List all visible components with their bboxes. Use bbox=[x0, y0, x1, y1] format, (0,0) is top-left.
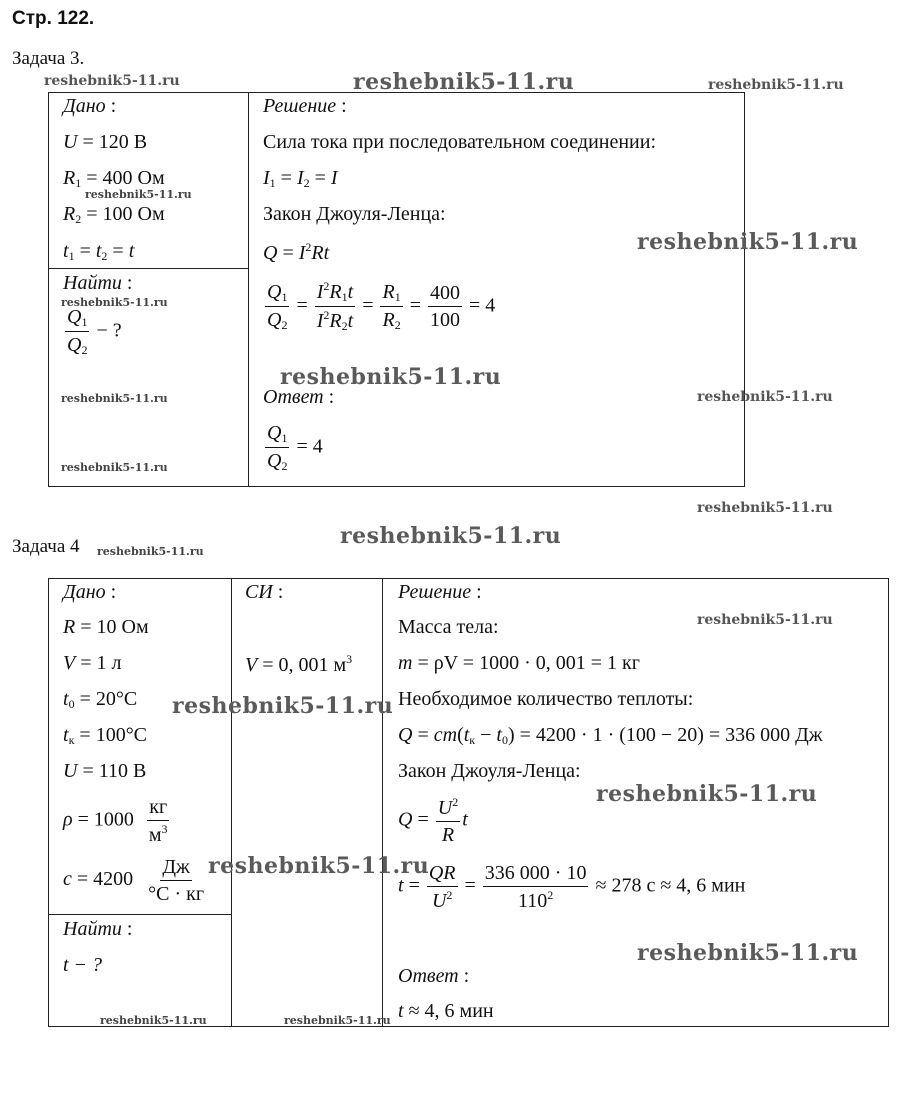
task4-time-eq: t = $\frac{QR}{U^2}$ = $\frac{336 000 \cdot 10}{110^2}$ ≈ 278 с ≈ 4, 6 мин bbox=[398, 862, 746, 912]
watermark: reshebnik5-11.ru bbox=[97, 545, 204, 558]
task4-law-eq: Q = $\frac{U^2}{R}$ t bbox=[398, 795, 468, 846]
task4-heat-text: Необходимое количество теплоты: bbox=[398, 688, 694, 710]
watermark: reshebnik5-11.ru bbox=[85, 188, 192, 201]
task4-given-c: c = 4200 $\frac{Дж}{^\circ C \cdot кг}$ bbox=[63, 856, 205, 905]
task3-title: Задача 3. bbox=[12, 48, 85, 69]
watermark: reshebnik5-11.ru bbox=[61, 392, 168, 405]
task3-given-find-divider bbox=[48, 268, 248, 269]
task3-answer-header: Ответ : bbox=[263, 386, 335, 408]
watermark: reshebnik5-11.ru bbox=[708, 77, 844, 93]
task3-law-eq: $Q = I^2Rt$ bbox=[263, 240, 330, 264]
watermark: reshebnik5-11.ru bbox=[697, 389, 833, 405]
task4-given-find-divider bbox=[48, 914, 231, 915]
task4-mass-text: Масса тела: bbox=[398, 616, 499, 638]
watermark: reshebnik5-11.ru bbox=[61, 461, 168, 474]
watermark: reshebnik5-11.ru bbox=[637, 229, 859, 255]
watermark: reshebnik5-11.ru bbox=[637, 940, 859, 966]
task4-si-header: СИ : bbox=[245, 581, 284, 603]
watermark: reshebnik5-11.ru bbox=[284, 1014, 391, 1027]
task4-given-U: U = 110 В bbox=[63, 760, 147, 782]
task4-solution-header: Решение : bbox=[398, 581, 482, 603]
watermark: reshebnik5-11.ru bbox=[697, 612, 833, 628]
task3-given-header: Дано : bbox=[63, 95, 117, 117]
watermark: reshebnik5-11.ru bbox=[100, 1014, 207, 1027]
task4-given-t0: $t_0 = 20^\circ C$ bbox=[63, 688, 138, 711]
watermark: reshebnik5-11.ru bbox=[172, 693, 394, 719]
task4-divider-2 bbox=[382, 578, 383, 1027]
task3-find-value: $\frac{Q_1}{Q_2}$ − ? bbox=[67, 306, 122, 358]
watermark: reshebnik5-11.ru bbox=[697, 500, 833, 516]
task3-given-U: U = 120 В bbox=[63, 131, 148, 153]
task3-given-t: $t_1 = t_2 = t$ bbox=[63, 240, 135, 263]
watermark: reshebnik5-11.ru bbox=[208, 853, 430, 879]
watermark: reshebnik5-11.ru bbox=[280, 364, 502, 390]
task3-given-R2: $R_2 = 100$ Ом bbox=[63, 203, 165, 226]
watermark: reshebnik5-11.ru bbox=[353, 69, 575, 95]
task4-given-rho: ρ = 1000 $\frac{кг}{м^3}$ bbox=[63, 796, 168, 846]
task4-given-V: V = 1 л bbox=[63, 652, 122, 674]
page-title: Стр. 122. bbox=[12, 8, 95, 29]
task4-find-value: t − ? bbox=[63, 954, 103, 976]
task4-answer: t ≈ 4, 6 мин bbox=[398, 1000, 494, 1022]
task4-law-text: Закон Джоуля-Ленца: bbox=[398, 760, 581, 782]
task3-current-text: Сила тока при последовательном соединении: bbox=[263, 131, 657, 153]
task4-si-V: V = 0, 001 $м^3$ bbox=[245, 652, 353, 676]
watermark: reshebnik5-11.ru bbox=[61, 296, 168, 309]
task3-law-text: Закон Джоуля-Ленца: bbox=[263, 203, 446, 225]
task4-heat-calc: $Q = cm(t_к - t_0) = 4200 \cdot 1 \cdot (100 - 20) = 336$ 000 Дж bbox=[398, 724, 823, 747]
watermark: reshebnik5-11.ru bbox=[340, 523, 562, 549]
task3-solution-header: Решение : bbox=[263, 95, 347, 117]
task4-given-tk: $t_к = 100^\circ C$ bbox=[63, 724, 148, 747]
task3-find-header: Найти : bbox=[63, 272, 133, 294]
task4-answer-header: Ответ : bbox=[398, 965, 470, 987]
task3-divider bbox=[248, 92, 249, 487]
task4-divider-1 bbox=[231, 578, 232, 1027]
task4-given-header: Дано : bbox=[63, 581, 117, 603]
task4-title: Задача 4 bbox=[12, 536, 80, 557]
watermark: reshebnik5-11.ru bbox=[596, 781, 818, 807]
watermark: reshebnik5-11.ru bbox=[44, 73, 180, 89]
task3-current-eq: $I_1 = I_2 = I$ bbox=[263, 167, 338, 190]
task4-mass-calc: m = ρV = 1000 · 0, 001 = 1 кг bbox=[398, 652, 640, 674]
task3-given-R1: $R_1 = 400$ Ом bbox=[63, 167, 165, 190]
task3-ratio-eq: $\frac{Q_1}{Q_2}$ = $\frac{I^2R_1t}{I^2R_2t}$ = $\frac{R_1}{R_2}$ = $\frac{400}{100}$ = 4 bbox=[267, 279, 496, 334]
task4-given-R: R = 10 Ом bbox=[63, 616, 149, 638]
task3-answer: $\frac{Q_1}{Q_2}$ = 4 bbox=[267, 422, 323, 474]
task4-find-header: Найти : bbox=[63, 918, 133, 940]
